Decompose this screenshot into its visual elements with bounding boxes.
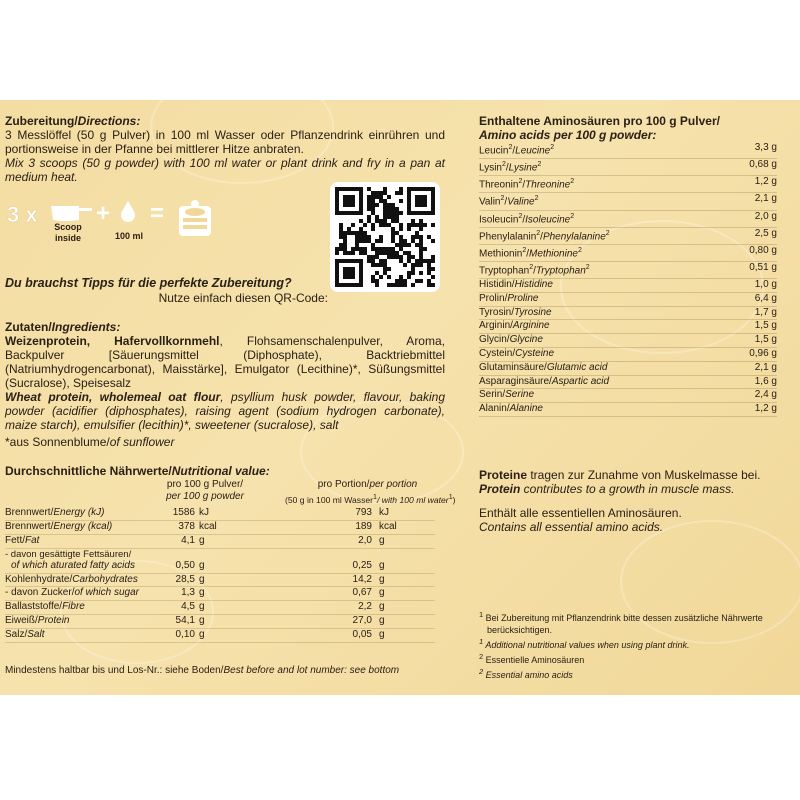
water-label: 100 ml [115,231,144,241]
nutrition-row [5,535,435,549]
value-per-portion: 0,67 [352,587,372,599]
unit-per-portion: g [379,573,385,585]
unit-per-portion: g [379,629,385,641]
nutrition-label: - davon Zucker/of which sugar [5,587,139,599]
value-per-portion: 793 [355,507,372,518]
nutrition-row [5,507,435,521]
unit-per-portion: g [379,559,385,571]
amino-row [479,320,777,334]
protein-claim-en: Protein contributes to a growth in muscle mass. [479,482,735,496]
ingredients-footnote: *aus Sonnenblume/of sunflower [5,435,175,449]
unit-per-100g: kcal [199,520,217,532]
amino-heading-en: Amino acids per 100 g powder: [479,128,657,142]
amino-row [479,142,777,159]
value-per-portion: 189 [355,520,372,532]
claims-section [479,468,789,534]
nutrition-label: Salz/Salt [5,629,45,641]
amino-row [479,193,777,210]
amino-row [479,245,777,262]
plus-sign: + [96,200,111,227]
ingredients-heading: Zutaten/Ingredients: [5,320,121,334]
water-drop-icon [120,200,136,222]
scoop-label: Scoop inside [54,222,82,243]
amino-value: 3,3 g [754,142,777,153]
unit-per-100g: g [199,573,205,585]
value-per-portion: 2,0 [358,534,372,546]
footnote-1-de: $^1$ Bei Zubereitung mit Pflanzendrink bitte dessen zusätzliche Nährwerte berücksichtigen. [479,610,763,635]
amino-row [479,334,777,348]
value-per-100g: 0,50 [175,559,195,571]
qr-code[interactable] [330,182,440,292]
footnote-2-de: $^2$ Essentielle Aminosäuren [479,652,585,665]
amino-value: 6,4 g [754,292,777,304]
scoop-icon [49,200,93,222]
amino-name: Threonin$^2$/Threonine$^2$ [479,178,575,191]
amino-name: Cystein/Cysteine [479,347,555,359]
equals-sign: = [150,200,165,227]
nutrition-row [5,587,435,601]
ingredients-text-de: Weizenprotein, Hafervollkornmehl, Flohsamenschalenpulver, Aroma, Backpulver [Säuerungsmittel (Diphosphate), Backtriebmittel (Natriumhydrogencarbonat), Maisstärke], Emulgator (Lecithine)*, Süßungsmittel (Sucralose), Speisesalz [5,334,445,390]
amino-row [479,403,777,417]
nutrition-row [5,574,435,588]
ingredients-section [5,320,445,449]
nutrition-row [5,549,435,560]
amino-row [479,389,777,403]
amino-value: 1,6 g [754,375,777,387]
value-per-portion: 14,2 [352,573,372,585]
best-before-note: Mindestens haltbar bis und Los-Nr.: siehe Boden/Best before and lot number: see bottom [5,665,400,676]
directions-text-en: Mix 3 scoops (50 g powder) with 100 ml water or plant drink and fry in a pan at medium heat. [5,156,445,184]
unit-per-100g: g [199,534,205,546]
nutrition-col1-header: pro 100 g Pulver/ per 100 g powder [166,479,244,502]
nutrition-col2-header: pro Portion/per portion (50 g in 100 ml Wasser$^1$/ with 100 ml water$^1$) [285,479,456,505]
amino-value: 1,5 g [754,320,777,332]
amino-value: 0,80 g [749,244,777,256]
value-per-100g: 4,5 [181,601,195,613]
directions-icons [5,198,220,246]
unit-per-100g: g [199,615,205,627]
amino-value: 0,68 g [749,159,777,171]
amino-row [479,228,777,245]
amino-value: 0,96 g [749,347,777,359]
amino-section [479,114,779,417]
amino-value: 1,7 g [754,306,777,318]
value-per-portion: 2,2 [358,601,372,613]
nutrition-row [5,521,435,535]
value-per-portion: 27,0 [352,615,372,627]
amino-name: Alanin/Alanine [479,403,543,415]
tips-section [5,276,330,305]
unit-per-portion: g [379,601,385,613]
nutrition-label: - davon gesättigte Fettsäuren/ [5,548,132,560]
amino-row [479,279,777,293]
nutrition-label: Fett/Fat [5,534,40,546]
footnotes-section [479,609,779,681]
footnote-2-en: $^2$ Essential amino acids [479,667,573,680]
unit-per-portion: g [379,615,385,627]
amino-value: 1,2 g [754,403,777,415]
nutrition-label: Brennwert/Energy (kJ) [5,507,105,518]
nutrition-row [5,560,435,574]
amino-row [479,307,777,321]
amino-row [479,376,777,390]
unit-per-100g: g [199,629,205,641]
amino-name: Phenylalanin$^2$/Phenylalanine$^2$ [479,229,610,242]
amino-name: Methionin$^2$/Methionine$^2$ [479,246,582,260]
three-times-label: 3 x [7,202,38,227]
essential-claim-de: Enthält alle essentiellen Aminosäuren. [479,506,682,520]
value-per-100g: 0,10 [175,629,195,641]
nutrition-label: Eiweiß/Protein [5,615,70,627]
amino-heading-de: Enthaltene Aminosäuren pro 100 g Pulver/ [479,114,720,128]
amino-row [479,159,777,176]
nutrition-table [5,507,435,643]
essential-claim-en: Contains all essential amino acids. [479,520,664,534]
amino-name: Isoleucin$^2$/Isoleucine$^2$ [479,212,575,225]
value-per-portion: 0,25 [352,559,372,571]
unit-per-portion: kJ [379,507,389,518]
unit-per-portion: kcal [379,520,397,532]
tips-subtext: Nutze einfach diesen QR-Code: [158,291,328,305]
amino-name: Lysin$^2$/Lysine$^2$ [479,161,542,174]
amino-row [479,262,777,279]
footnote-1-en: $^1$ Additional nutritional values when using plant drink. [479,637,690,650]
directions-text-de: 3 Messlöffel (50 g Pulver) in 100 ml Wasser oder Pflanzendrink einrühren und portionsweise in der Pfanne bei mittlerer Hitze anbraten. [5,128,445,156]
amino-name: Tryptophan$^2$/Tryptophan$^2$ [479,263,590,277]
directions-section [5,114,445,184]
amino-name: Histidin/Histidine [479,279,553,290]
unit-per-portion: g [379,587,385,599]
amino-name: Tyrosin/Tyrosine [479,306,552,318]
amino-name: Serin/Serine [479,389,535,401]
nutrition-label: Kohlenhydrate/Carbohydrates [5,573,138,585]
amino-row [479,293,777,307]
directions-heading: Zubereitung/Directions: [5,114,141,128]
unit-per-100g: g [199,601,205,613]
ingredients-text-en: Wheat protein, wholemeal oat flour, psyllium husk powder, flavour, baking powder (acidifier (diphosphates), raising agent (sodium hydrogen carbonate), maize starch), emulsifier (lecithin)*, sweetener (sucralose), salt [5,390,445,432]
nutrition-label: Brennwert/Energy (kcal) [5,520,113,532]
nutrition-label: Ballaststoffe/Fibre [5,601,85,613]
amino-row [479,211,777,228]
amino-value: 2,1 g [754,361,777,373]
value-per-100g: 1586 [172,507,195,518]
amino-name: Valin$^2$/Valine$^2$ [479,195,539,208]
amino-row [479,176,777,193]
nutrition-heading: Durchschnittliche Nährwerte/Nutritional value: [5,464,270,478]
nutrition-section [5,464,456,676]
amino-value: 2,4 g [754,389,777,401]
unit-per-portion: g [379,534,385,546]
amino-row [479,348,777,362]
nutrition-row [5,615,435,629]
value-per-100g: 1,3 [181,587,195,599]
unit-per-100g: g [199,559,205,571]
amino-name: Leucin$^2$/Leucine$^2$ [479,144,555,157]
amino-value: 2,5 g [754,227,777,239]
amino-value: 2,0 g [754,210,777,222]
nutrition-row [5,601,435,615]
amino-name: Prolin/Proline [479,292,539,304]
value-per-100g: 4,1 [181,534,195,546]
nutrition-row [5,629,435,643]
value-per-100g: 378 [178,520,195,532]
amino-name: Arginin/Arginine [479,320,550,332]
pancake-stack-icon [175,196,215,242]
value-per-100g: 28,5 [175,573,195,585]
value-per-100g: 54,1 [175,615,195,627]
amino-name: Asparaginsäure/Aspartic acid [479,375,610,387]
protein-claim-de: Proteine tragen zur Zunahme von Muskelmasse bei. [479,468,761,482]
amino-value: 0,51 g [749,261,777,273]
amino-row [479,362,777,376]
unit-per-100g: g [199,587,205,599]
amino-name: Glycin/Glycine [479,334,543,346]
nutrition-label: of which aturated fatty acids [11,559,135,571]
unit-per-100g: kJ [199,507,209,518]
tips-heading: Du brauchst Tipps für die perfekte Zubereitung? [5,276,292,290]
value-per-portion: 0,05 [352,629,372,641]
amino-name: Glutaminsäure/Glutamic acid [479,361,608,373]
amino-table [479,142,779,417]
amino-value: 1,0 g [754,279,777,290]
amino-value: 1,5 g [754,334,777,346]
amino-value: 2,1 g [754,193,777,205]
amino-value: 1,2 g [754,176,777,188]
